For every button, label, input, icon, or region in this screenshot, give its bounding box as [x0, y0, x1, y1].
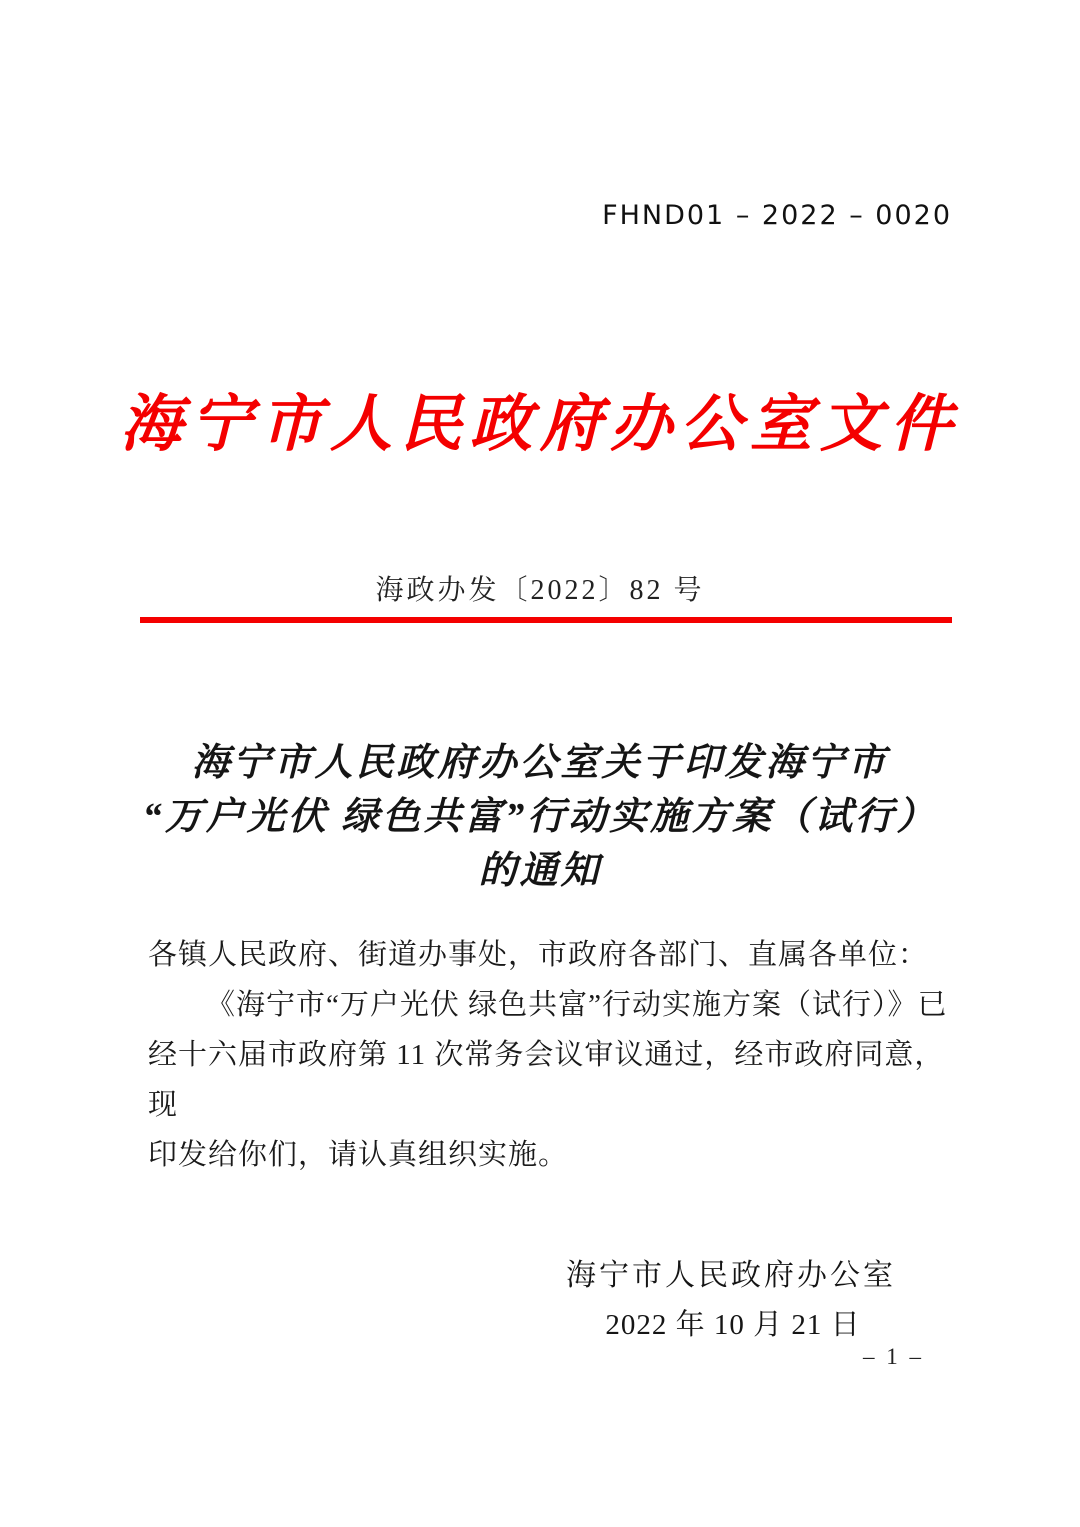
notice-title-line-1: 海宁市人民政府办公室关于印发海宁市 — [191, 742, 889, 784]
document-reference-code: FHND01 – 2022 – 0020 — [602, 200, 952, 231]
page-number: – 1 – — [863, 1344, 924, 1369]
salutation-line: 各镇人民政府、街道办事处，市政府各部门、直属各单位： — [148, 939, 929, 971]
body-line: 《海宁市“万户光伏 绿色共富”行动实施方案（试行）》已 — [206, 989, 948, 1021]
notice-title — [0, 736, 1080, 898]
issuing-office-signature: 海宁市人民政府办公室 — [566, 1259, 896, 1292]
body-line: 印发给你们，请认真组织实施。 — [148, 1139, 569, 1171]
issue-number: 海政办发〔2022〕82 号 — [375, 575, 705, 606]
letterhead-title: 海宁市人民政府办公室文件 — [119, 391, 960, 459]
notice-title-line-2: “万户光伏 绿色共富”行动实施方案（试行） — [142, 796, 938, 838]
red-divider-rule — [140, 617, 952, 623]
issue-date: 2022 年 10 月 21 日 — [605, 1309, 861, 1341]
document-body — [148, 930, 960, 1180]
body-line: 经十六届市政府第 11 次常务会议审议通过，经市政府同意，现 — [148, 1039, 945, 1121]
notice-title-line-3: 的通知 — [478, 850, 602, 892]
